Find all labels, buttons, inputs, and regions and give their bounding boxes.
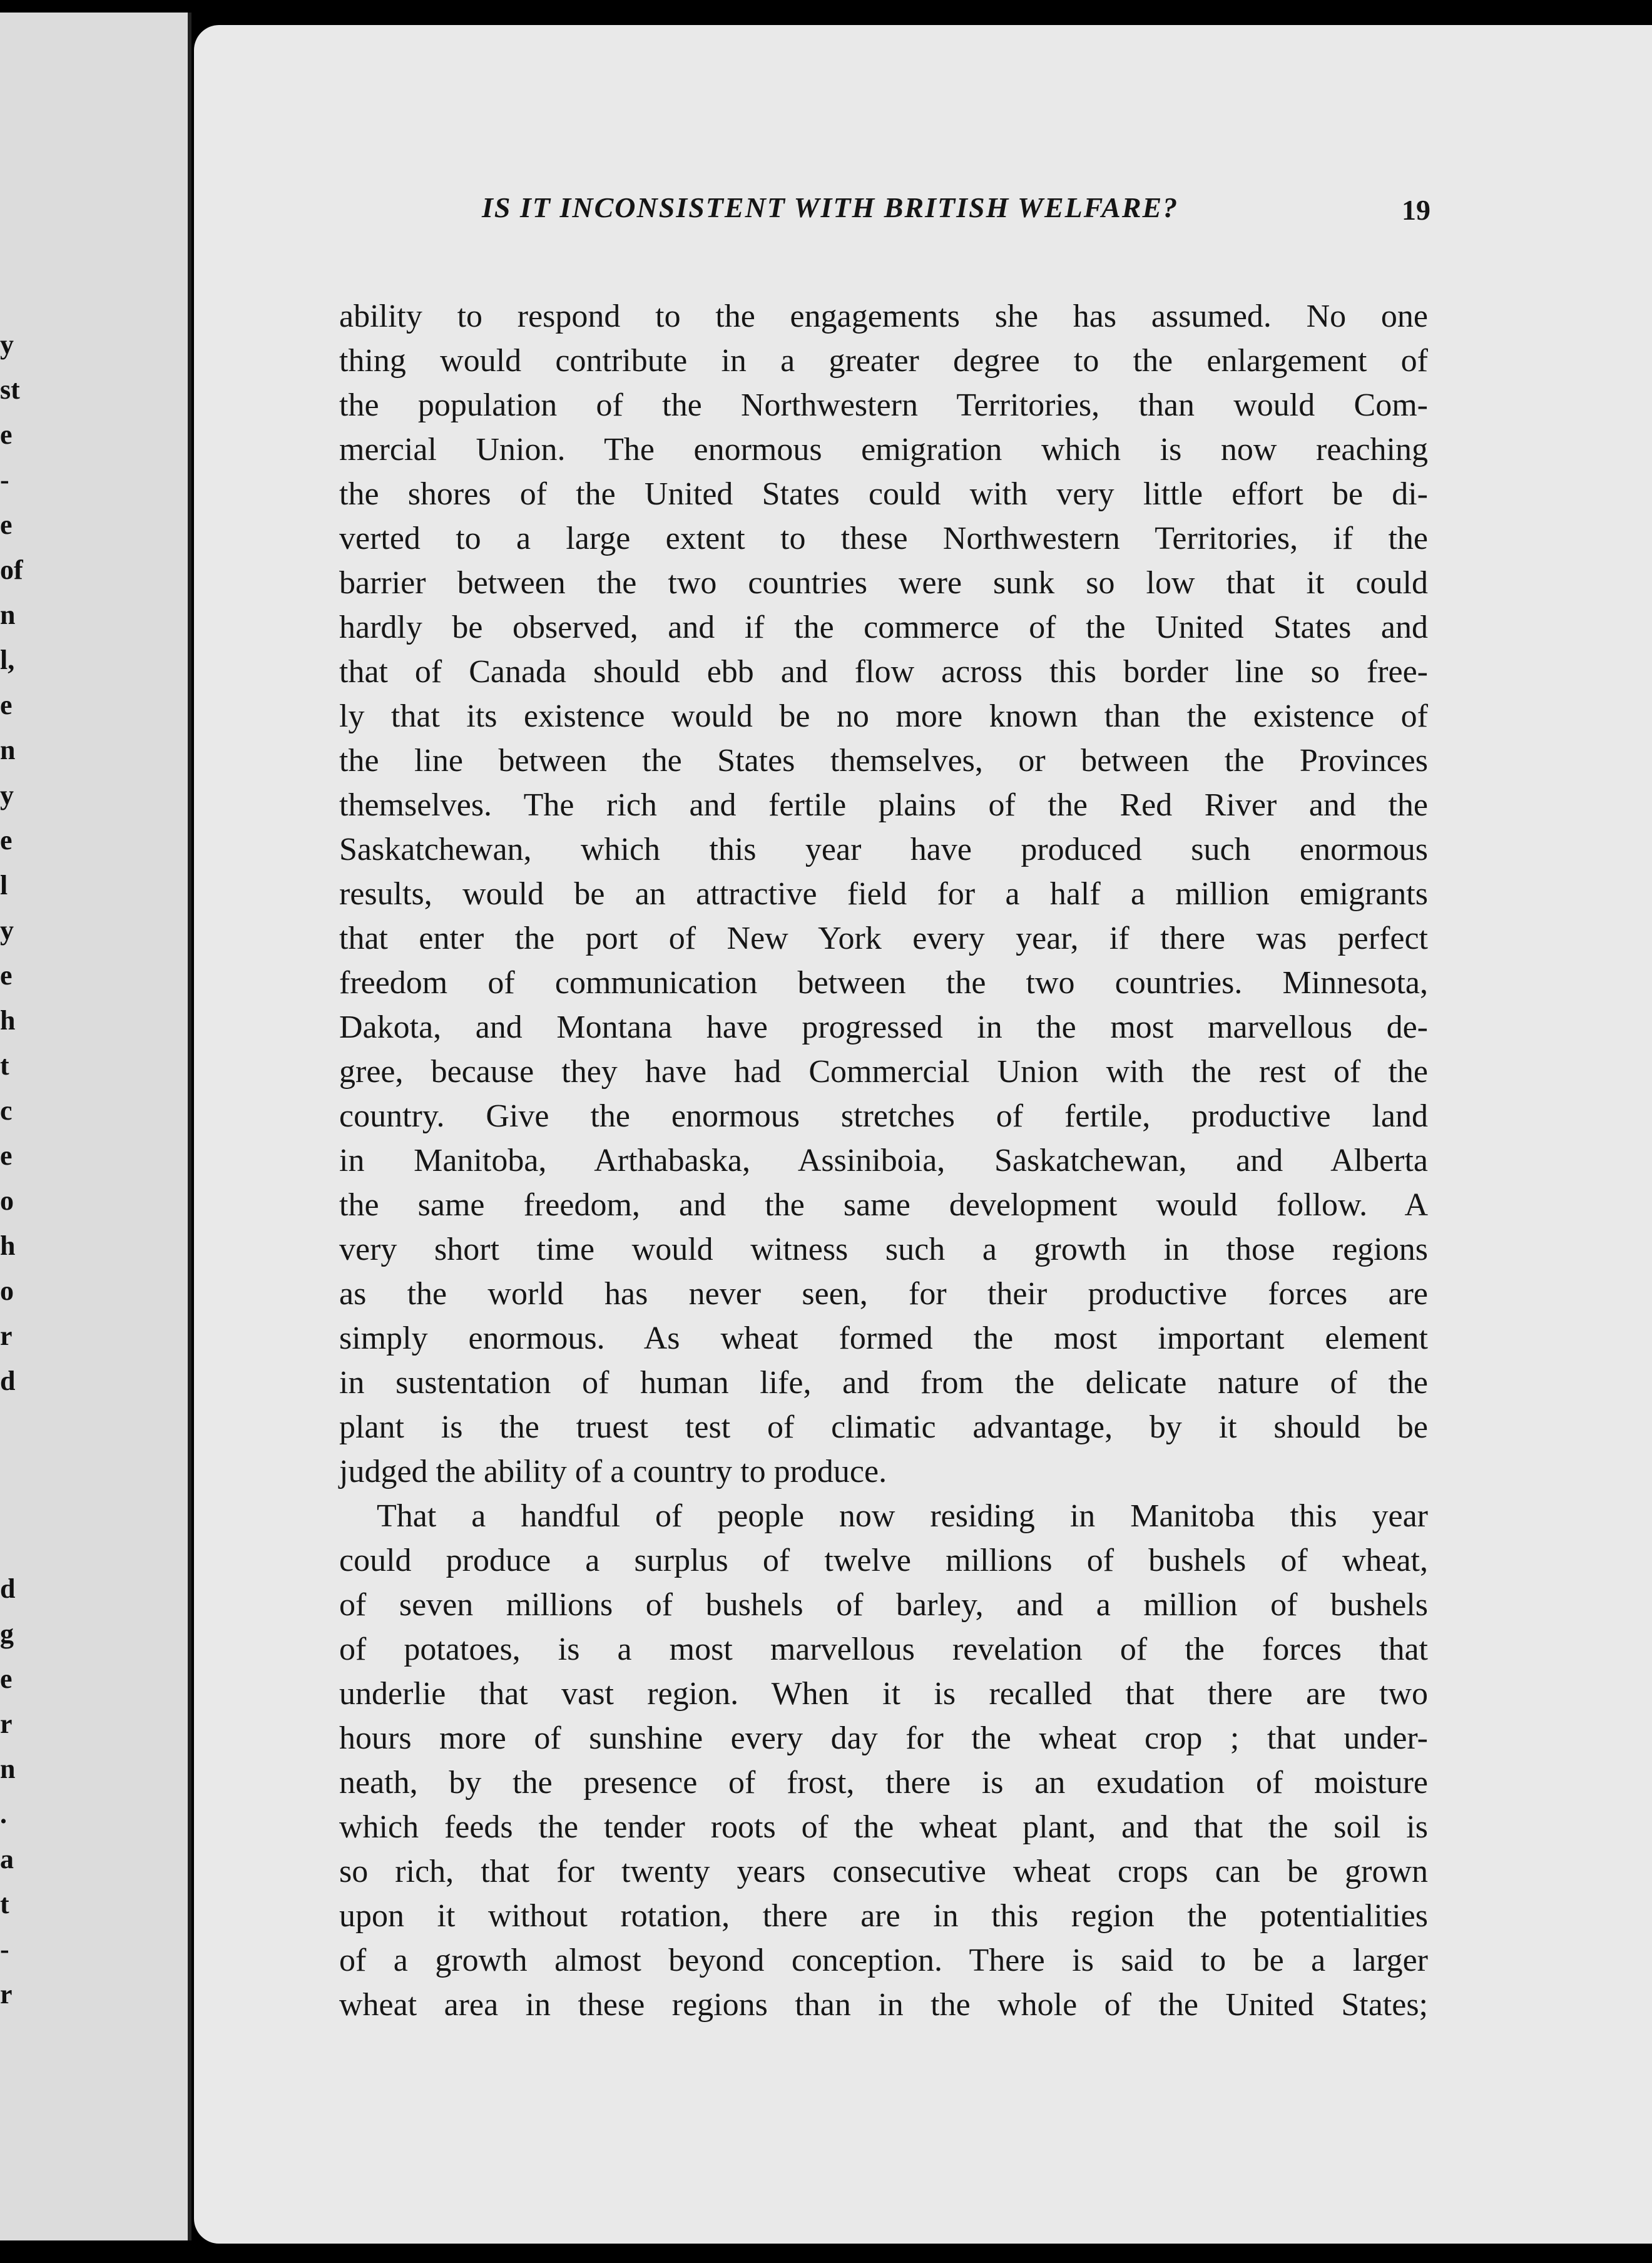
facing-page-fragment: e [0,419,13,450]
text-line: could produce a surplus of twelve millions of bushels of wheat, [339,1543,1428,1578]
text-line: Dakota, and Montana have progressed in the most marvellous de- [339,1009,1428,1045]
facing-page-fragment: e [0,509,13,540]
text-line: which feeds the tender roots of the wheat plant, and that the soil is [339,1809,1428,1845]
facing-page-fragment: o [0,1185,14,1216]
text-line: hardly be observed, and if the commerce of the United States and [339,610,1428,645]
facing-page-fragment: st [0,374,20,405]
book-page [194,25,1652,2244]
facing-page-fragment: y [0,915,14,946]
facing-page-fragment: e [0,1140,13,1171]
facing-page-fragment: h [0,1005,16,1036]
scan-top-border [0,0,1652,13]
text-line: the same freedom, and the same development would follow. A [339,1187,1428,1223]
facing-page-fragment: - [0,1934,9,1964]
facing-page-fragment: - [0,464,9,495]
facing-page-fragment: c [0,1095,13,1126]
text-line: results, would be an attractive field for a half a million emigrants [339,876,1428,912]
facing-page-fragment: y [0,780,14,810]
text-line: in Manitoba, Arthabaska, Assiniboia, Saskatchewan, and Alberta [339,1143,1428,1178]
facing-page-fragment: d [0,1366,16,1396]
facing-page-fragment: h [0,1230,16,1261]
text-line: thing would contribute in a greater degree to the enlargement of [339,343,1428,379]
text-line: so rich, that for twenty years consecutive wheat crops can be grown [339,1854,1428,1889]
text-line: gree, because they have had Commercial Union with the rest of the [339,1054,1428,1090]
text-line: plant is the truest test of climatic advantage, by it should be [339,1409,1428,1445]
facing-page-fragment: y [0,329,14,360]
text-line: country. Give the enormous stretches of fertile, productive land [339,1098,1428,1134]
text-line: That a handful of people now residing in Manitoba this year [377,1498,1428,1534]
facing-page-edge [0,13,191,2240]
text-line: neath, by the presence of frost, there is an exudation of moisture [339,1765,1428,1801]
text-line: simply enormous. As wheat formed the most important element [339,1321,1428,1356]
facing-page-fragment: d [0,1573,16,1604]
page-number: 19 [1402,194,1430,226]
text-line: in sustentation of human life, and from the delicate nature of the [339,1365,1428,1401]
text-line: that of Canada should ebb and flow across this border line so free- [339,654,1428,690]
facing-page-fragment: e [0,825,13,856]
facing-page-fragment: t [0,1050,9,1081]
text-line: judged the ability of a country to produce. [339,1454,887,1489]
text-line: upon it without rotation, there are in this region the potentialities [339,1898,1428,1934]
text-line: of potatoes, is a most marvellous revelation of the forces that [339,1632,1428,1667]
text-line: mercial Union. The enormous emigration which is now reaching [339,432,1428,467]
text-line: the line between the States themselves, or between the Provinces [339,743,1428,779]
facing-page-fragment: t [0,1889,9,1919]
facing-page-fragment: r [0,1979,13,2010]
facing-page-fragment: l, [0,645,15,675]
facing-page-fragment: o [0,1275,14,1306]
facing-page-fragment: r [0,1321,13,1351]
text-line: barrier between the two countries were sunk so low that it could [339,565,1428,601]
facing-page-fragment: e [0,960,13,991]
facing-page-fragment: l [0,870,8,901]
facing-page-fragment: e [0,690,13,720]
body-text [339,294,1428,2027]
text-line: the population of the Northwestern Territories, than would Com- [339,387,1428,423]
running-head: IS IT INCONSISTENT WITH BRITISH WELFARE? [482,192,1179,223]
facing-page-fragment: g [0,1618,14,1649]
facing-page-fragment: r [0,1709,13,1739]
text-line: of seven millions of bushels of barley, and a million of bushels [339,1587,1428,1623]
text-line: freedom of communication between the two countries. Minnesota, [339,965,1428,1001]
text-line: verted to a large extent to these Northwestern Territories, if the [339,521,1428,556]
text-line: Saskatchewan, which this year have produced such enormous [339,832,1428,867]
facing-page-fragment: a [0,1844,14,1874]
facing-page-fragment: e [0,1663,13,1694]
facing-page-fragment: n [0,735,16,765]
text-line: of a growth almost beyond conception. There is said to be a larger [339,1943,1428,1978]
text-line: wheat area in these regions than in the whole of the United States; [339,1987,1428,2023]
text-line: themselves. The rich and fertile plains of the Red River and the [339,787,1428,823]
facing-page-fragment: of [0,554,23,585]
text-line: ly that its existence would be no more known than the existence of [339,698,1428,734]
text-line: as the world has never seen, for their productive forces are [339,1276,1428,1312]
facing-page-fragment: . [0,1799,7,1829]
text-line: that enter the port of New York every year, if there was perfect [339,921,1428,956]
facing-page-fragment: n [0,1754,16,1784]
text-line: underlie that vast region. When it is recalled that there are two [339,1676,1428,1712]
text-line: the shores of the United States could with very little effort be di- [339,476,1428,512]
facing-page-fragments [0,13,188,2240]
text-line: hours more of sunshine every day for the wheat crop ; that under- [339,1720,1428,1756]
text-line: ability to respond to the engagements she has assumed. No one [339,299,1428,334]
text-line: very short time would witness such a growth in those regions [339,1232,1428,1267]
page-header [194,191,1652,235]
facing-page-fragment: n [0,600,16,630]
